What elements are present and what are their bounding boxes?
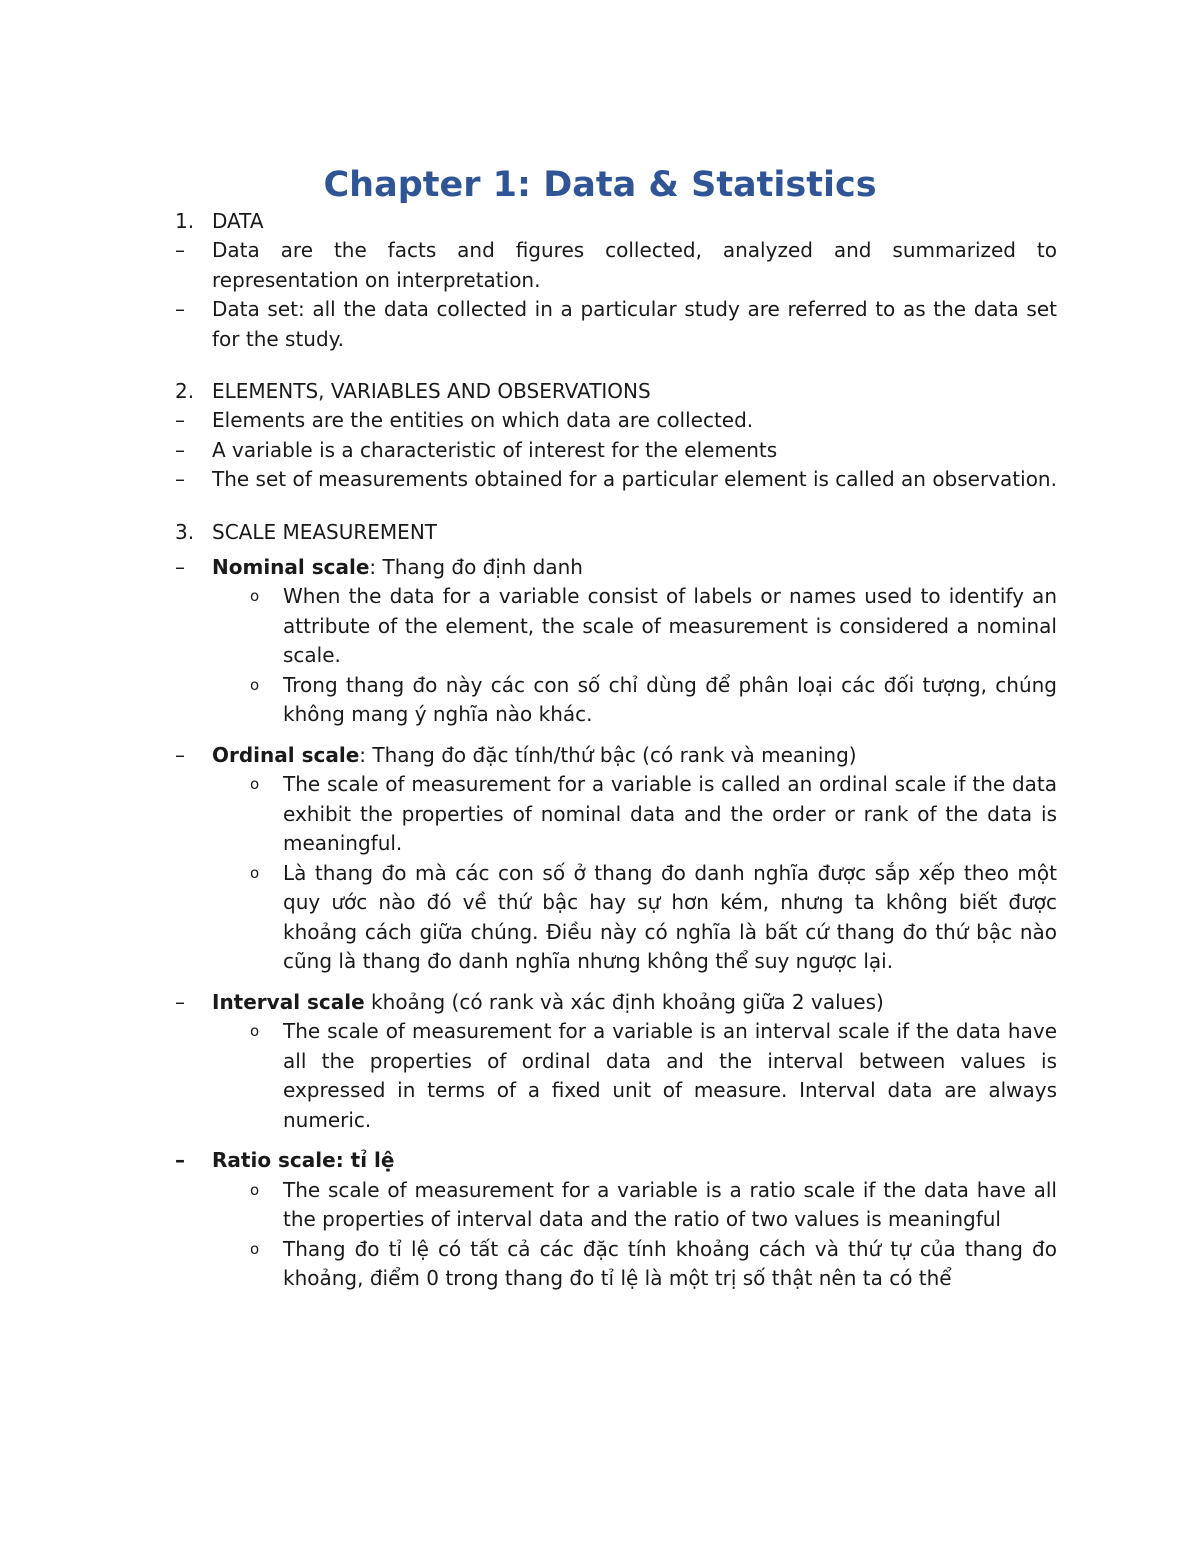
section-number: 1. xyxy=(175,209,195,233)
list-item-text: Data are the facts and figures collected, analyzed and summarized to representation on interpretation. xyxy=(212,238,1057,292)
dash-bullet: – xyxy=(175,408,185,432)
list-item xyxy=(175,236,1057,295)
scale-description: : Thang đo định danh xyxy=(369,554,583,579)
list-item-text: Elements are the entities on which data are collected. xyxy=(212,408,754,432)
section-2-heading xyxy=(175,376,1057,406)
dash-bullet: – xyxy=(175,437,185,462)
sub-item-text: The scale of measurement for a variable is an interval scale if the data have all the properties of ordinal data and the interval between values is expressed in terms of a fixed unit of measure. Interval data are always numeric. xyxy=(283,1019,1057,1132)
scale-item-ordinal xyxy=(175,741,1057,771)
circle-bullet: o xyxy=(250,675,260,694)
scale-item-nominal xyxy=(175,553,1057,583)
list-item-text: Data set: all the data collected in a particular study are referred to as the data set for the study. xyxy=(212,297,1057,351)
scale-term: Interval scale xyxy=(212,989,365,1014)
list-item-text: A variable is a characteristic of interest for the elements xyxy=(212,437,778,462)
chapter-title: Chapter 1: Data & Statistics xyxy=(323,165,877,205)
dash-bullet: – xyxy=(175,297,185,321)
sub-item-text: Thang đo tỉ lệ có tất cả các đặc tính khoảng cách và thứ tự của thang đo khoảng, điểm 0 trong thang đo tỉ lệ là một trị số thật nên ta có thể xyxy=(283,1236,1057,1290)
dash-bullet: – xyxy=(175,467,185,491)
circle-bullet: o xyxy=(250,1022,260,1040)
section-title: ELEMENTS, VARIABLES AND OBSERVATIONS xyxy=(212,379,651,403)
section-number: 2. xyxy=(175,379,195,403)
sub-item xyxy=(175,770,1057,859)
sub-item-text: The scale of measurement for a variable is called an ordinal scale if the data exhibit the properties of nominal data and the order or rank of the data is meaningful. xyxy=(283,772,1057,855)
section-number: 3. xyxy=(175,519,195,544)
scale-item-ratio xyxy=(175,1146,1057,1176)
sub-item xyxy=(175,859,1057,977)
list-item-text: The set of measurements obtained for a particular element is called an observation. xyxy=(212,467,1057,491)
sub-item-text: Trong thang đo này các con số chỉ dùng để phân loại các đối tượng, chúng không mang ý nghĩa nào khác. xyxy=(283,672,1057,726)
section-3-heading xyxy=(175,517,1057,547)
scale-description: : Thang đo đặc tính/thứ bậc (có rank và meaning) xyxy=(359,742,857,767)
sub-item xyxy=(175,1176,1057,1235)
circle-bullet: o xyxy=(250,1180,260,1199)
scale-item-interval xyxy=(175,988,1057,1018)
sub-item-text: Là thang đo mà các con số ở thang đo danh nghĩa được sắp xếp theo một quy ước nào đó về thứ bậc hay sự hơn kém, nhưng ta không biết được khoảng cách giữa chúng. Điều này có nghĩa là bất cứ thang đo thứ bậc nào cũng là thang đo danh nghĩa nhưng không thể suy ngược lại. xyxy=(283,860,1057,973)
circle-bullet: o xyxy=(250,863,260,882)
list-item xyxy=(175,436,1057,466)
sub-item xyxy=(175,1017,1057,1135)
list-item xyxy=(175,406,1057,436)
circle-bullet: o xyxy=(250,775,260,793)
scale-description: khoảng (có rank và xác định khoảng giữa 2 values) xyxy=(364,989,884,1014)
scale-term: Nominal scale xyxy=(212,554,370,579)
list-item xyxy=(175,295,1057,354)
sub-item xyxy=(175,1235,1057,1294)
dash-bullet: – xyxy=(175,554,185,579)
section-1-heading xyxy=(175,206,1057,236)
sub-item-text: When the data for a variable consist of labels or names used to identify an attribute of the element, the scale of measurement is considered a nominal scale. xyxy=(283,584,1057,667)
sub-item-text: The scale of measurement for a variable is a ratio scale if the data have all the properties of interval data and the ratio of two values is meaningful xyxy=(283,1177,1057,1231)
dash-bullet: – xyxy=(175,1148,185,1172)
dash-bullet: – xyxy=(175,989,185,1014)
scale-term: Ordinal scale xyxy=(212,742,360,767)
scale-term: Ratio scale: tỉ lệ xyxy=(212,1148,395,1172)
list-item xyxy=(175,465,1057,495)
sub-item xyxy=(175,671,1057,730)
dash-bullet: – xyxy=(175,238,185,262)
circle-bullet: o xyxy=(250,1239,260,1258)
dash-bullet: – xyxy=(175,742,185,767)
section-title: DATA xyxy=(212,209,264,233)
document-body xyxy=(175,206,1057,1294)
section-title: SCALE MEASUREMENT xyxy=(212,519,437,544)
sub-item xyxy=(175,582,1057,671)
circle-bullet: o xyxy=(250,587,260,605)
